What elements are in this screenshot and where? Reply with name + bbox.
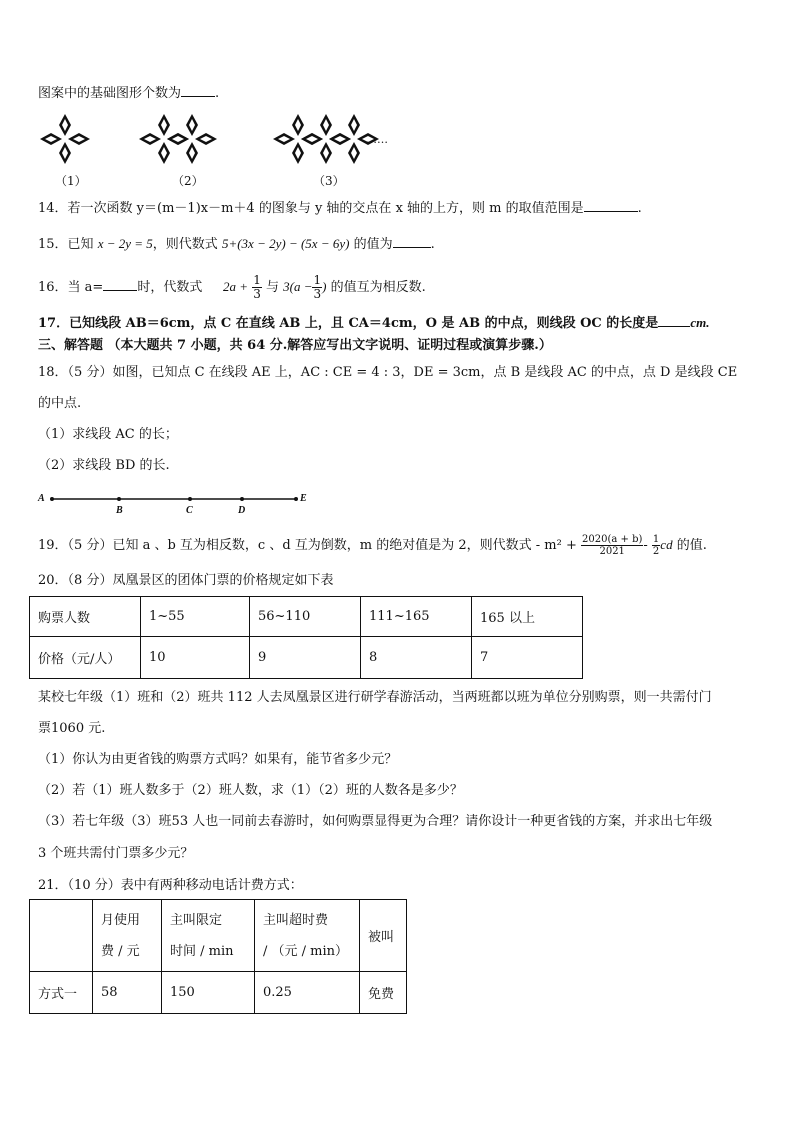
q21-header-overtime-1: 主叫超时费 — [263, 912, 329, 928]
q20-row-2 — [30, 637, 583, 679]
q20-cell-r1c4: 111~165 — [361, 597, 472, 637]
q21-cell-r1c4: 0.25 — [255, 972, 360, 1014]
point-b — [117, 497, 121, 501]
q16-fraction-1 — [252, 274, 262, 301]
q20-para-1 — [38, 689, 712, 707]
label-d: D — [238, 505, 246, 516]
q18-text-1: 18．（5 分）如图，已知点 C 在线段 AE 上，AC : CE = 4 : 3，DE = 3cm，点 B 是线段 AC 的中点，点 D 是线段 CE — [38, 365, 738, 380]
q13-text: 图案中的基础图形个数为 — [38, 86, 182, 101]
q15-expression: 5+(3x − 2y) − (5x − 6y) — [221, 236, 350, 251]
q13-tail — [38, 83, 219, 103]
q21-cell-r1c5: 免费 — [360, 972, 407, 1014]
q21-billing-table — [29, 899, 407, 1014]
q16-expr1: 2a + — [223, 279, 249, 294]
q18-sub1-text: （1）求线段 AC 的长； — [38, 427, 178, 442]
q20-cell-r2c4: 8 — [361, 637, 472, 679]
pattern-3 — [273, 114, 379, 164]
q18-line-1 — [38, 364, 737, 382]
q21-header-fee-2: 费 / 元 — [101, 943, 140, 959]
q16-join: 与 — [265, 280, 279, 295]
q20-sub3a-text: （3）若七年级（3）班53 人也一同前去春游时，如何购票显得更为合理？请你设计一种更省钱的方案，并求出七年级 — [38, 814, 713, 829]
q14 — [38, 198, 642, 218]
q16-frac2-den: 3 — [313, 287, 322, 301]
q19-frac2-den: 2 — [652, 546, 660, 557]
q20-title-text: 20．（8 分）凤凰景区的团体门票的价格规定如下表 — [38, 573, 334, 588]
label-b: B — [116, 505, 123, 516]
q19-suffix: 的值. — [676, 538, 707, 553]
q20-cell-r2c3: 9 — [250, 637, 361, 679]
q18-text-2: 的中点. — [38, 396, 82, 411]
q19-frac1-den: 2021 — [599, 546, 625, 557]
q21-header-limit — [162, 900, 255, 972]
q20-sub-2 — [38, 782, 463, 800]
q16-expr2-post: ) — [322, 279, 327, 294]
q17-number: 17． — [38, 316, 70, 331]
q21-title — [38, 877, 303, 895]
q20-sub1-text: （1）你认为由更省钱的购票方式吗？如果有，能节省多少元？ — [38, 752, 398, 767]
pattern-2 — [139, 114, 217, 164]
q16-frac1-num: 1 — [253, 273, 261, 287]
q21-header-fee — [93, 900, 162, 972]
q20-row-1 — [30, 597, 583, 637]
q18-sub2-text: （2）求线段 BD 的长. — [38, 458, 170, 473]
q21-header-overtime — [255, 900, 360, 972]
q20-title — [38, 572, 333, 590]
q21-cell-r1c3: 150 — [162, 972, 255, 1014]
q20-cell-r2c5: 7 — [472, 637, 583, 679]
q13-blank — [181, 83, 215, 97]
q21-title-text: 21．（10 分）表中有两种移动电话计费方式： — [38, 878, 303, 893]
q21-row-1 — [30, 972, 407, 1014]
q16-frac1-den: 3 — [253, 287, 261, 301]
q17-text: 已知线段 AB＝6cm，点 C 在直线 AB 上，且 CA＝4cm，O 是 AB 的中点，则线段 OC 的长度是 — [69, 316, 659, 331]
q19 — [38, 534, 707, 557]
q16-frac2-num: 1 — [313, 273, 322, 287]
q21-cell-r1c1: 方式一 — [30, 972, 93, 1014]
q20-sub-1 — [38, 751, 397, 769]
q19-cd: cd — [660, 537, 673, 552]
q15-mid: ，则代数式 — [152, 237, 218, 252]
q15 — [38, 234, 435, 254]
q14-period: . — [637, 201, 642, 216]
q17-unit: cm. — [690, 315, 710, 330]
q20-sub-3a — [38, 813, 712, 831]
q13-pattern-figures — [36, 108, 416, 170]
q16-suffix: 的值互为相反数. — [330, 280, 426, 295]
q21-header-limit-1: 主叫限定 — [170, 912, 223, 928]
q21-header-limit-2: 时间 / min — [170, 943, 234, 959]
figure-label-1: （1） — [55, 174, 87, 188]
label-e: E — [300, 493, 307, 504]
q20-para2-text: 票1060 元. — [38, 721, 106, 736]
q20-cell-r1c3: 56~110 — [250, 597, 361, 637]
q20-cell-r1c1: 购票人数 — [30, 597, 141, 637]
q19-frac2-num: 1 — [652, 534, 660, 545]
q21-cell-r1c2: 58 — [93, 972, 162, 1014]
section-3-text: 三、解答题 （本大题共 7 小题，共 64 分.解答应写出文字说明、证明过程或演算步骤.） — [38, 338, 552, 353]
q16 — [38, 274, 426, 301]
q14-number: 14． — [38, 201, 68, 216]
pattern-ellipsis: …… — [366, 133, 388, 146]
q14-blank — [584, 198, 638, 212]
q20-para-2 — [38, 720, 105, 738]
q17-blank — [658, 313, 690, 327]
pattern-1 — [40, 114, 90, 164]
q15-blank — [393, 234, 431, 248]
figure-label-3: （3） — [313, 174, 345, 188]
q16-mid: 时，代数式 — [137, 280, 203, 295]
figure-label-2: （2） — [172, 174, 204, 188]
q21-header-called: 被叫 — [360, 900, 407, 972]
q18-line-2 — [38, 395, 81, 413]
q20-cell-r2c1: 价格（元/人） — [30, 637, 141, 679]
label-a: A — [38, 493, 45, 504]
q20-para1-text: 某校七年级（1）班和（2）班共 112 人去凤凰景区进行研学春游活动，当两班都以班为单位分别购票，则一共需付门 — [38, 690, 712, 705]
q19-frac1-num: 2020(a + b) — [582, 534, 643, 545]
q20-cell-r1c5: 165 以上 — [472, 597, 583, 637]
q20-sub-3b — [38, 845, 193, 863]
q20-sub3b-text: 3 个班共需付门票多少元？ — [38, 846, 194, 861]
q20-price-table — [29, 596, 583, 679]
q19-prefix: 19．（5 分）已知 a 、b 互为相反数，c 、d 互为倒数，m 的绝对值是为 2，则代数式 - m² + — [38, 538, 577, 553]
q20-cell-r2c2: 10 — [141, 637, 250, 679]
q21-header-blank — [30, 900, 93, 972]
q15-prefix: 已知 — [67, 237, 94, 252]
q20-cell-r1c2: 1~55 — [141, 597, 250, 637]
q21-header-fee-1: 月使用 — [101, 912, 141, 928]
q16-prefix: 当 a= — [67, 280, 104, 295]
q15-period: . — [430, 237, 435, 252]
q20-sub2-text: （2）若（1）班人数多于（2）班人数，求（1）（2）班的人数各是多少？ — [38, 783, 463, 798]
point-c — [188, 497, 192, 501]
q19-fraction-1 — [581, 534, 643, 557]
q18-sub-2 — [38, 457, 170, 475]
q17 — [38, 313, 709, 333]
q18-sub-1 — [38, 426, 178, 444]
point-e — [294, 497, 298, 501]
q18-segment-figure — [38, 492, 318, 512]
q15-number: 15． — [38, 237, 68, 252]
q16-blank — [103, 277, 137, 291]
q15-given: x − 2y = 5 — [97, 236, 153, 251]
q21-header-row — [30, 900, 407, 972]
point-a — [50, 497, 54, 501]
q14-text: 若一次函数 y＝(m－1)x－m＋4 的图象与 y 轴的交点在 x 轴的上方，则 m 的取值范围是 — [67, 201, 584, 216]
q16-expr2-pre: 3(a − — [283, 279, 313, 294]
q13-period: . — [215, 86, 220, 101]
q16-number: 16． — [38, 280, 68, 295]
section-3-heading — [38, 337, 552, 355]
q21-header-overtime-2: / （元 / min） — [263, 943, 349, 959]
label-c: C — [186, 505, 193, 516]
q15-suffix: 的值为 — [353, 237, 393, 252]
point-d — [240, 497, 244, 501]
q16-fraction-2 — [312, 274, 322, 301]
q19-minus: - — [643, 538, 648, 553]
